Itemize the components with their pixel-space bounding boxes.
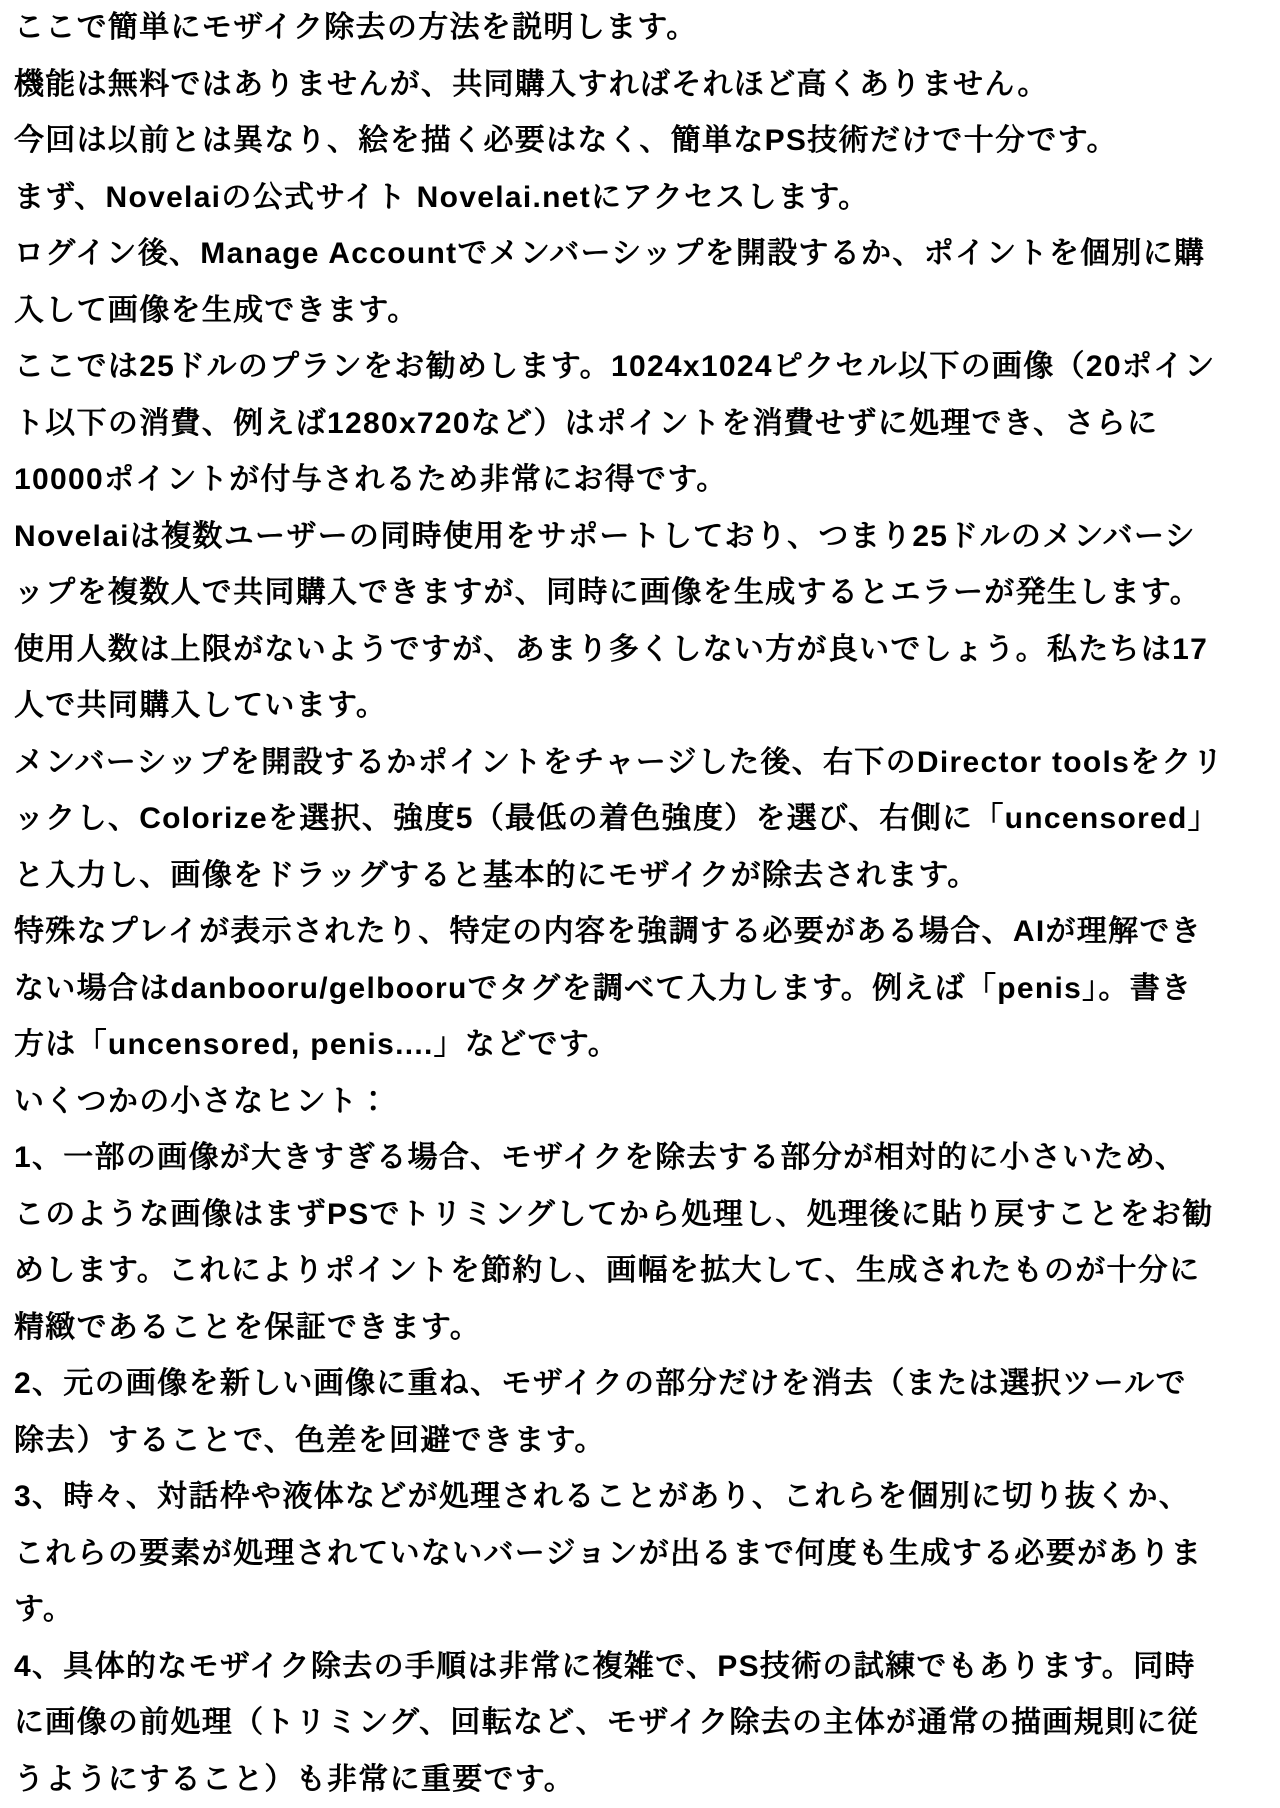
text-line: まず、Novelaiの公式サイト Novelai.netにアクセスします。 bbox=[14, 180, 870, 214]
text-line: 1、一部の画像が大きすぎる場合、モザイクを除去する部分が相対的に小さいため、 bbox=[14, 1141, 1187, 1174]
text-line: いくつかの小さなヒント： bbox=[14, 1084, 390, 1118]
text-line: 機能は無料ではありませんが、共同購入すればそれほど高くありません。 bbox=[14, 67, 1049, 101]
text-line: 今回は以前とは異なり、絵を描く必要はなく、簡単なPS技術だけで十分です。 bbox=[14, 124, 1118, 157]
text-line: ックし、Colorizeを選択、強度5（最低の着色強度）を選び、右側に「uncensored」 bbox=[14, 802, 1219, 835]
text-line: 10000ポイントが付与されるため非常にお得です。 bbox=[14, 463, 728, 496]
text-line: ト以下の消費、例えば1280x720など）はポイントを消費せずに処理でき、さらに bbox=[14, 406, 1159, 440]
text-line: 入して画像を生成できます。 bbox=[14, 293, 419, 327]
text-line: 使用人数は上限がないようですが、あまり多くしない方が良いでしょう。私たちは17 bbox=[14, 632, 1209, 666]
text-line: 特殊なプレイが表示されたり、特定の内容を強調する必要がある場合、AIが理解でき bbox=[14, 915, 1202, 948]
text-line: に画像の前処理（トリミング、回転など、モザイク除去の主体が通常の描画規則に従 bbox=[14, 1706, 1199, 1739]
text-line: ない場合はdanbooru/gelbooruでタグを調べて入力します。例えば「penis」。書き bbox=[14, 971, 1193, 1005]
text-line: 精緻であることを保証できます。 bbox=[14, 1310, 482, 1344]
text-line: めします。これによりポイントを節約し、画幅を拡大して、生成されたものが十分に bbox=[14, 1254, 1201, 1287]
text-line: これらの要素が処理されていないバージョンが出るまで何度も生成する必要がありま bbox=[14, 1536, 1203, 1570]
text-line: 2、元の画像を新しい画像に重ね、モザイクの部分だけを消去（または選択ツールで bbox=[14, 1367, 1187, 1400]
text-line: 4、具体的なモザイク除去の手順は非常に複雑で、PS技術の試練でもあります。同時 bbox=[14, 1649, 1196, 1683]
text-line: 方は「uncensored, penis....」などです。 bbox=[14, 1028, 620, 1061]
text-line: 3、時々、対話枠や液体などが処理されることがあり、これらを個別に切り抜くか、 bbox=[14, 1480, 1191, 1513]
text-line: と入力し、画像をドラッグすると基本的にモザイクが除去されます。 bbox=[14, 858, 979, 892]
text-line: ここで簡単にモザイク除去の方法を説明します。 bbox=[14, 11, 698, 44]
text-line: Novelaiは複数ユーザーの同時使用をサポートしており、つまり25ドルのメンバーシ bbox=[14, 519, 1196, 553]
text-line: ここでは25ドルのプランをお勧めします。1024x1024ピクセル以下の画像（20ポイン bbox=[14, 350, 1216, 383]
text-line: 除去）することで、色差を回避できます。 bbox=[14, 1423, 606, 1457]
text-line: 人で共同購入しています。 bbox=[14, 689, 388, 722]
text-line: ップを複数人で共同購入できますが、同時に画像を生成するとエラーが発生します。 bbox=[14, 576, 1201, 609]
text-line: ログイン後、Manage Accountでメンバーシップを開設するか、ポイントを個別に購 bbox=[14, 237, 1206, 270]
text-line: メンバーシップを開設するかポイントをチャージした後、右下のDirector toolsをクリ bbox=[14, 745, 1225, 779]
text-line: うようにすること）も非常に重要です。 bbox=[14, 1762, 575, 1796]
text-line: す。 bbox=[14, 1593, 75, 1626]
text-line: このような画像はまずPSでトリミングしてから処理し、処理後に貼り戻すことをお勧 bbox=[14, 1197, 1214, 1231]
